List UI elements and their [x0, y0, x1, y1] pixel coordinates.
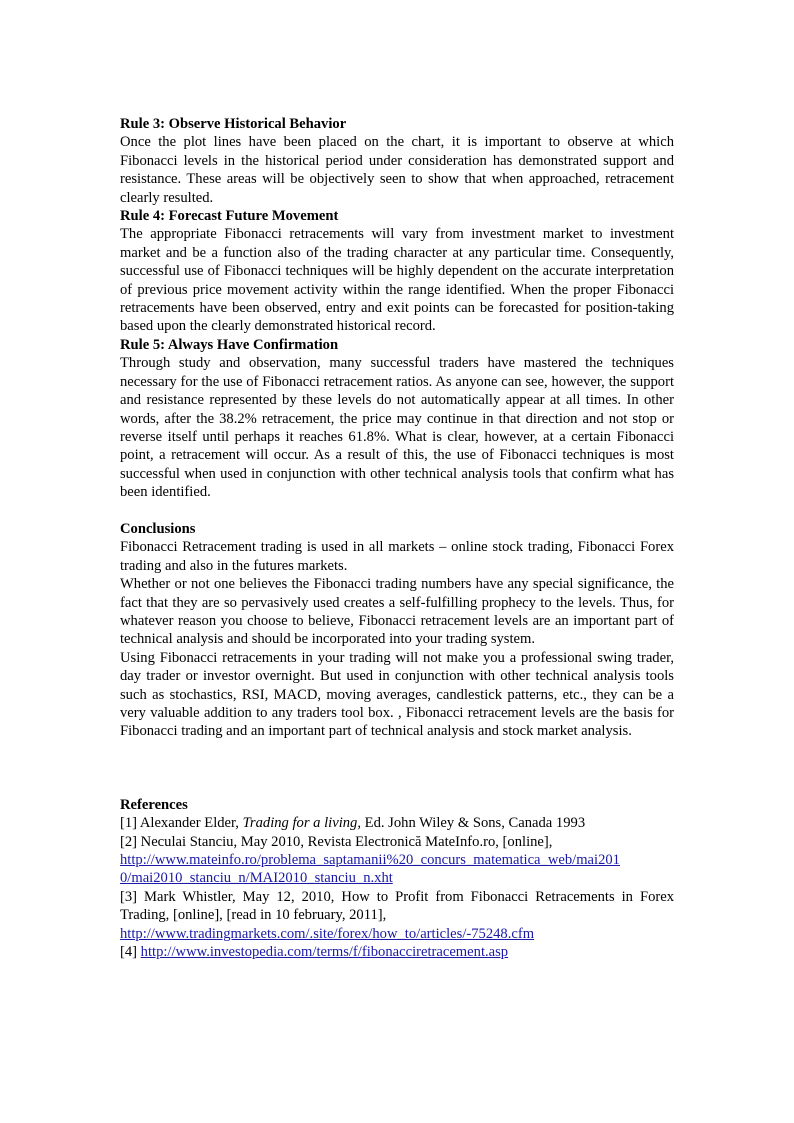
references-heading: References: [120, 796, 188, 813]
reference-3-link[interactable]: http://www.tradingmarkets.com/.site/forex/how_to/articles/-75248.cfm: [120, 925, 535, 942]
reference-3-text: [3] Mark Whistler, May 12, 2010, How to Profit from Fibonacci Retracements in Forex Trading, [online], [read in 10 february, 2011],: [120, 888, 674, 924]
rule-4-heading: Rule 4: Forecast Future Movement: [120, 208, 339, 225]
reference-3: [120, 888, 674, 943]
reference-4-link[interactable]: http://www.investopedia.com/terms/f/fibonacciretracement.asp: [140, 944, 509, 961]
reference-1-title: Trading for a living: [242, 815, 358, 832]
rule-3-heading: Rule 3: Observe Historical Behavior: [120, 116, 347, 132]
reference-4-prefix: [4]: [120, 944, 141, 961]
reference-1-suffix: , Ed. John Wiley & Sons, Canada 1993: [357, 815, 586, 832]
rule-4-text: The appropriate Fibonacci retracements will vary from investment market to investment market and be a function also of the trading character at any particular time. Consequently, successful use of Fibonacci techniques will be highly dependent on the accurate interpretation of previous price movement activity within the range identified. When the proper Fibonacci retracements have been observed, entry and exit points can be forecasted for position-taking based upon the clearly demonstrated historical record.: [120, 226, 674, 335]
rule-3-text: Once the plot lines have been placed on the chart, it is important to observe at which Fibonacci levels in the historical period under consideration has demonstrated support and resistance. These areas will be objectively seen to show that when approached, retracement clearly resulted.: [120, 134, 674, 206]
reference-2-link-line-2[interactable]: 0/mai2010_stanciu_n/MAI2010_stanciu_n.xht: [120, 870, 393, 887]
conclusions-paragraph-1: Fibonacci Retracement trading is used in all markets – online stock trading, Fibonacci Forex trading and also in the futures markets.: [120, 539, 674, 574]
reference-1-prefix: [1] Alexander Elder,: [120, 815, 243, 832]
conclusions-heading: Conclusions: [120, 520, 196, 537]
reference-4: [120, 943, 674, 961]
rule-5-text: Through study and observation, many successful traders have mastered the techniques necessary for the use of Fibonacci retracement ratios. As anyone can see, however, the support and resistance represented by these levels do not automatically appear at all times. In other words, after the 38.2% retracement, the price may continue in that direction and not stop or reverse itself until perhaps it reaches 61.8%. What is clear, however, at a certain Fibonacci point, a retracement will occur. As a result of this, the use of Fibonacci techniques is most successful when used in conjunction with other technical analysis tools that confirm what has been identified.: [120, 355, 674, 501]
conclusions-paragraph-2: Whether or not one believes the Fibonacci trading numbers have any special significance, the fact that they are so pervasively used creates a self-fulfilling prophecy to the levels. Thus, for whatever reason you choose to believe, Fibonacci retracement levels are an important part of technical analysis and should be incorporated into your trading system.: [120, 576, 674, 648]
section-spacer: [120, 502, 674, 520]
conclusions-paragraph-3: Using Fibonacci retracements in your trading will not make you a professional swing trader, day trader or investor overnight. But used in conjunction with other technical analysis tools such as stochastics, RSI, MACD, moving averages, candlestick patterns, etc., they can be a very valuable addition to any traders tool box. , Fibonacci retracement levels are the basis for Fibonacci trading and an important part of technical analysis and stock market analysis.: [120, 649, 674, 740]
document-page: [120, 115, 674, 961]
reference-1: [120, 814, 674, 832]
reference-2-text: [2] Neculai Stanciu, May 2010, Revista Electronică MateInfo.ro, [online],: [120, 833, 553, 850]
reference-2-link-line-1[interactable]: http://www.mateinfo.ro/problema_saptamanii%20_concurs_matematica_web/mai201: [120, 852, 620, 869]
section-spacer-large: [120, 741, 674, 796]
rule-5-heading: Rule 5: Always Have Confirmation: [120, 336, 339, 353]
reference-2: [120, 833, 674, 888]
